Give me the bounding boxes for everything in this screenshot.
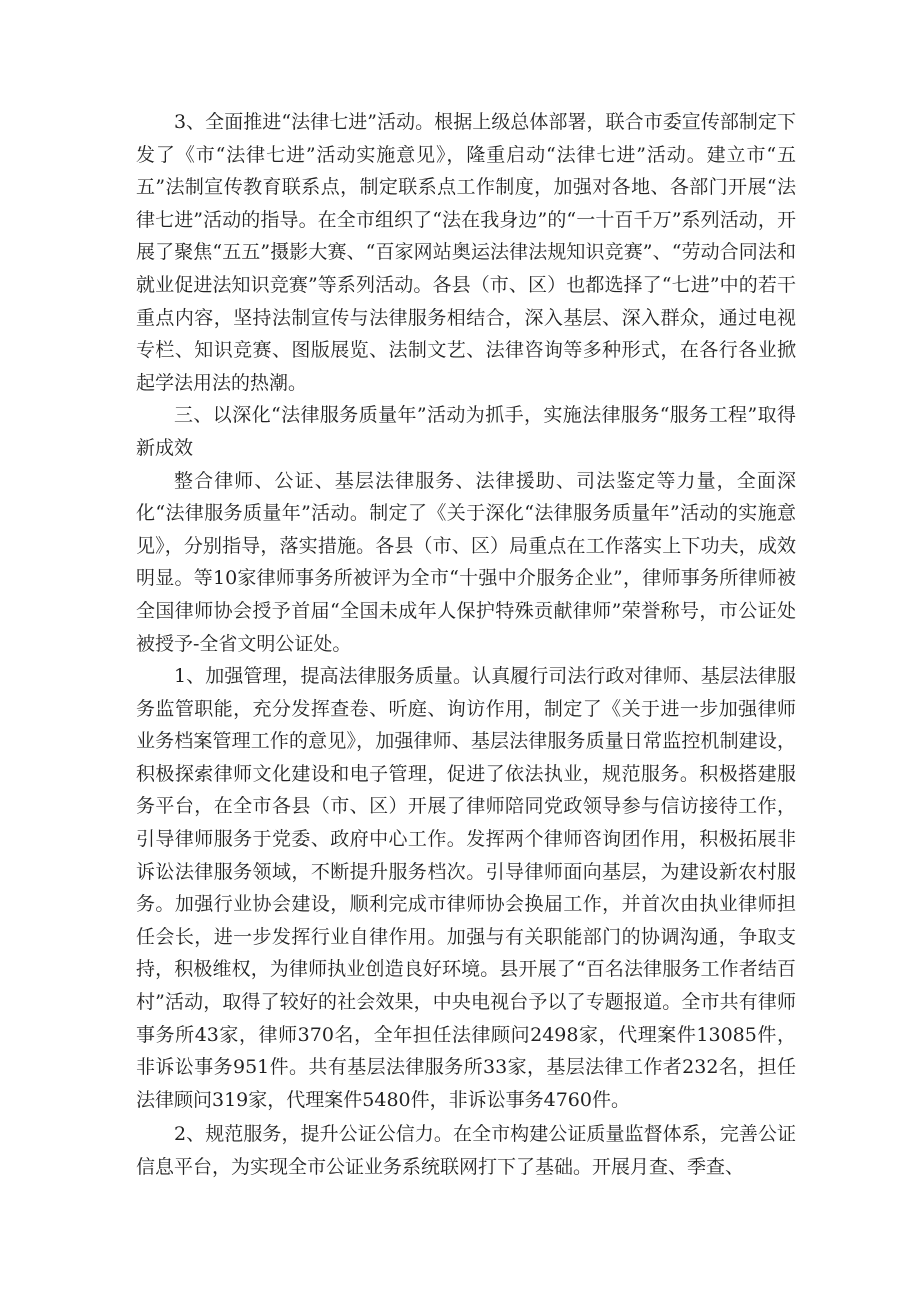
paragraph-integrate-legal-services: 整合律师、公证、基层法律服务、法律援助、司法鉴定等力量，全面深化“法律服务质量年”活动。制定了《关于深化“法律服务质量年”活动的实施意见》，分别指导，落实措施。各县（市、区）局重点在工作落实上下功夫，成效明显。等10家律师事务所被评为全市“十强中介服务企业”，律师事务所律师被全国律师协会授予首届“全国未成年人保护特殊贡献律师”荣誉称号，市公证处被授予-全省文明公证处。 — [136, 469, 796, 655]
paragraph-strengthen-management: 1、加强管理，提高法律服务质量。认真履行司法行政对律师、基层法律服务监管职能，充分发挥查卷、听庭、询访作用，制定了《关于进一步加强律师业务档案管理工作的意见》，加强律师、基层法律服务质量日常监控机制建设，积极探索律师文化建设和电子管理，促进了依法执业，规范服务。积极搭建服务平台，在全市各县（市、区）开展了律师陪同党政领导参与信访接待工作，引导律师服务于党委、政府中心工作。发挥两个律师咨询团作用，积极拓展非诉讼法律服务领域，不断提升服务档次。引导律师面向基层，为建设新农村服务。加强行业协会建设，顺利完成市律师协会换届工作，并首次由执业律师担任会长，进一步发挥行业自律作用。加强与有关职能部门的协调沟通，争取支持，积极维权，为律师执业创造良好环境。县开展了“百名法律服务工作者结百村”活动，取得了较好的社会效果，中央电视台予以了专题报道。全市共有律师事务所43家，律师370名，全年担任法律顾问2498家，代理案件13085件，非诉讼事务951件。共有基层法律服务所33家，基层法律工作者232名，担任法律顾问319家，代理案件5480件，非诉讼事务4760件。 — [136, 665, 796, 1111]
paragraph-law-seven-entries: 3、全面推进“法律七进”活动。根据上级总体部署，联合市委宣传部制定下发了《市“法律七进”活动实施意见》，隆重启动“法律七进”活动。建立市“五五”法制宣传教育联系点，制定联系点工作制度，加强对各地、各部门开展“法律七进”活动的指导。在全市组织了“法在我身边”的“一十百千万”系列活动，开展了聚焦“五五”摄影大赛、“百家网站奥运法律法规知识竞赛”、“劳动合同法和就业促进法知识竞赛”等系列活动。各县（市、区）也都选择了“七进”中的若干重点内容，坚持法制宣传与法律服务相结合，深入基层、深入群众，通过电视专栏、知识竞赛、图版展览、法制文艺、法律咨询等多种形式，在各行各业掀起学法用法的热潮。 — [136, 111, 796, 394]
section-heading-legal-service-quality: 三、以深化“法律服务质量年”活动为抓手，实施法律服务“服务工程”取得新成效 — [136, 404, 796, 459]
document-body — [136, 106, 796, 1184]
paragraph-standardize-notary: 2、规范服务，提升公证公信力。在全市构建公证质量监督体系，完善公证信息平台，为实现全市公证业务系统联网打下了基础。开展月查、季查、 — [136, 1123, 796, 1178]
